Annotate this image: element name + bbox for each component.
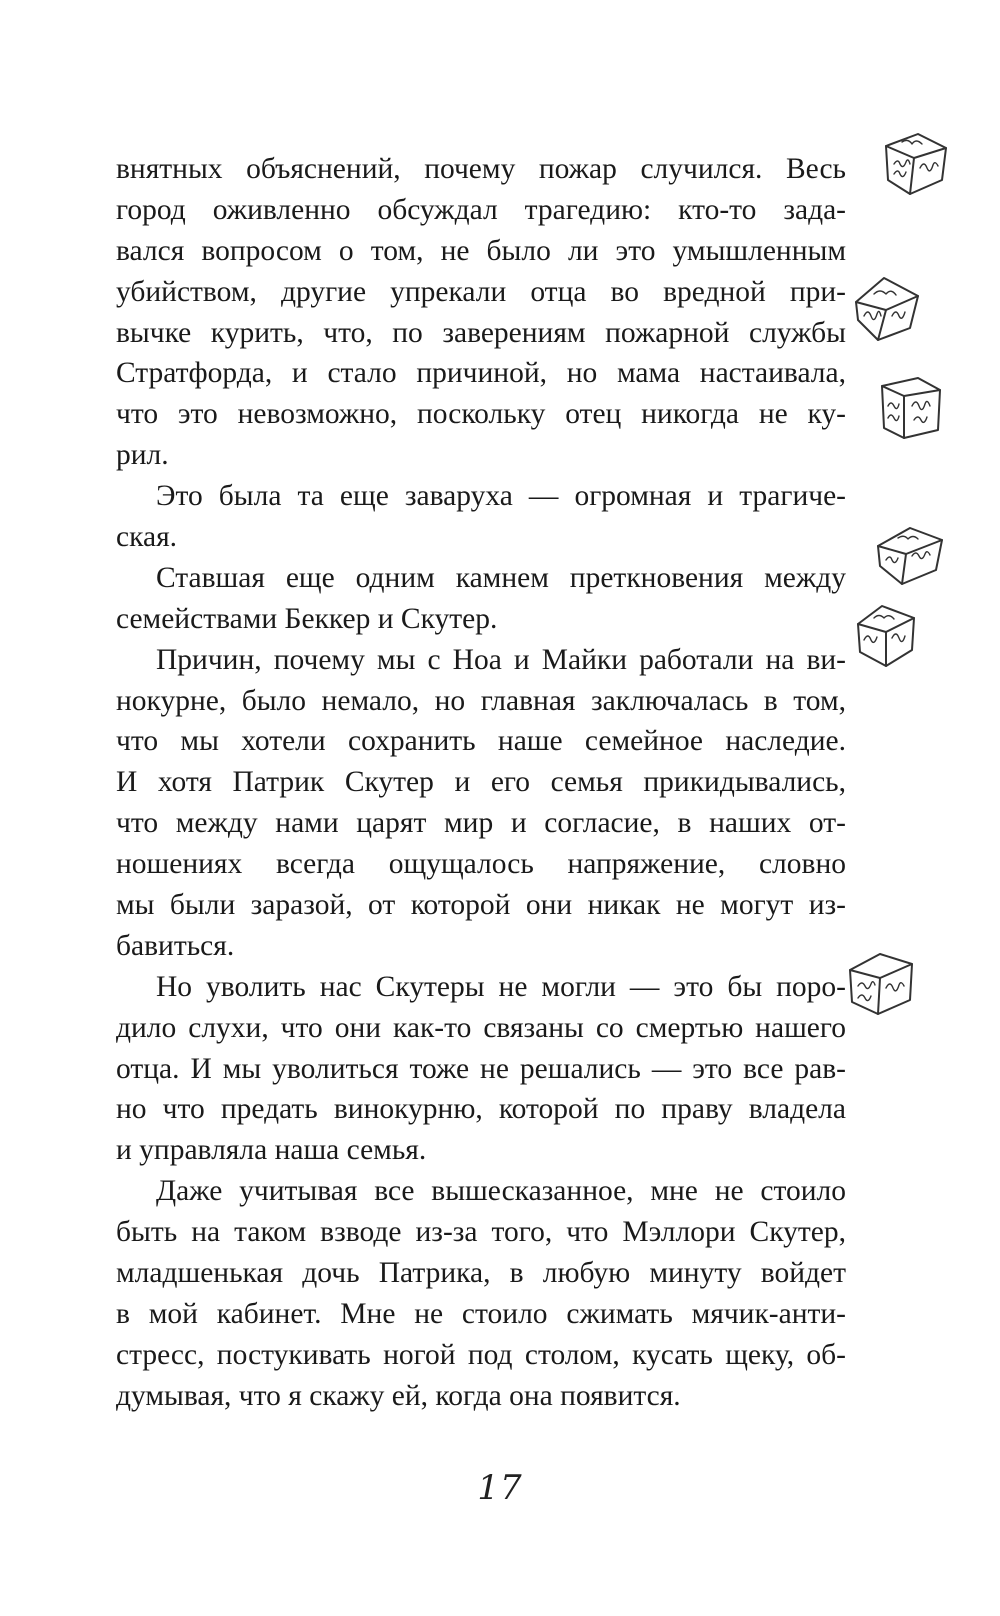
ice-cube-icon	[852, 600, 924, 672]
text-line: нокурне, было немало, но главная заключалась в том,	[116, 684, 846, 717]
text-line: и управляла наша семья.	[116, 1134, 427, 1167]
text-line: мы были заразой, от которой они никак не могут из-	[116, 889, 846, 922]
text-line: город оживленно обсуждал трагедию: кто-то зада-	[116, 193, 846, 226]
text-line: младшенькая дочь Патрика, в любую минуту войдет	[116, 1257, 846, 1290]
text-line: внятных объяснений, почему пожар случился. Весь	[116, 153, 846, 185]
ice-cube-icon	[874, 520, 946, 592]
text-line: семействами Беккер и Скутер.	[116, 602, 498, 635]
ice-cube-icon	[874, 372, 946, 444]
text-line: стресс, постукивать ногой под столом, кусать щеку, об-	[116, 1338, 846, 1371]
ice-cube-icon	[880, 128, 952, 200]
text-line: убийством, другие упрекали отца во вредной при-	[116, 275, 846, 308]
text-line: ношениях всегда ощущалось напряжение, словно	[116, 848, 846, 881]
text-line: в мой кабинет. Мне не стоило сжимать мячик-анти-	[116, 1297, 846, 1330]
text-line: что мы хотели сохранить наше семейное наследие.	[116, 725, 846, 758]
text-line: Но уволить нас Скутеры не могли — это бы поро-	[156, 970, 846, 1003]
text-line: что между нами царят мир и согласие, в наших от-	[116, 807, 846, 840]
text-line: Причин, почему мы с Ноа и Майки работали на ви-	[156, 643, 846, 676]
text-line: бавиться.	[116, 929, 235, 962]
page-number: 17	[477, 1468, 523, 1508]
text-line: что это невозможно, поскольку отец никогда не ку-	[116, 398, 846, 431]
text-line: Даже учитывая все вышесказанное, мне не стоило	[156, 1175, 846, 1208]
text-line: Это была та еще заваруха — огромная и трагиче-	[156, 480, 846, 513]
text-line: дило слухи, что они как-то связаны со смертью нашего	[116, 1011, 846, 1044]
text-line: отца. И мы уволиться тоже не решались — это все рав-	[116, 1052, 846, 1085]
text-line: думывая, что я скажу ей, когда она появится.	[116, 1379, 681, 1412]
text-line: рил.	[116, 439, 169, 472]
ice-cube-icon	[852, 272, 924, 344]
text-line: вычке курить, что, по заверениям пожарной службы	[116, 316, 846, 349]
text-line: Ставшая еще одним камнем преткновения между	[156, 561, 846, 594]
text-line: но что предать винокурню, которой по праву владела	[116, 1093, 846, 1126]
text-line: ская.	[116, 521, 178, 554]
ice-cube-icon	[846, 948, 918, 1020]
text-line: вался вопросом о том, не было ли это умышленным	[116, 234, 846, 267]
body-text	[116, 149, 846, 1417]
text-line: И хотя Патрик Скутер и его семья прикидывались,	[116, 766, 846, 799]
text-line: Стратфорда, и стало причиной, но мама настаивала,	[116, 357, 846, 390]
text-line: быть на таком взводе из-за того, что Мэллори Скутер,	[116, 1216, 846, 1249]
